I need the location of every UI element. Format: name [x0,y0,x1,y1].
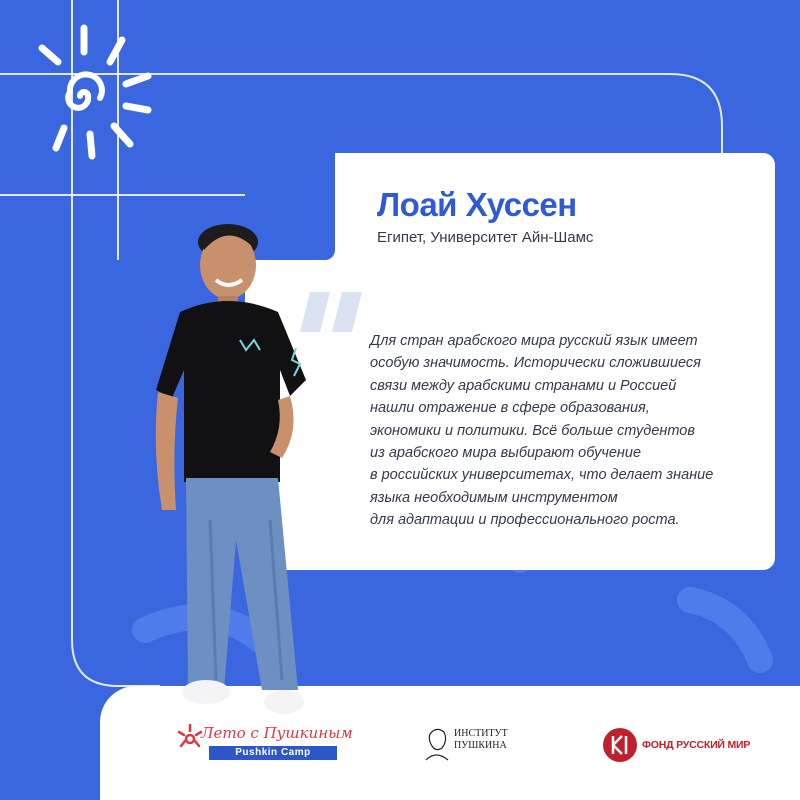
quote-text: Для стран арабского мира русский язык имеет особую значимость. Исторически сложившиеся связи между арабскими странами и Россией нашли отражение в сфере образования, экономики и политики. Всё больше студентов из арабского мира выбирают обучение в российских университетах, что делает знание языка необходимым инструментом для адаптации и профессионального роста. [370,333,714,529]
sun-icon [22,18,172,168]
pushkin-portrait-icon [422,726,452,764]
pushkin-camp-logo [175,722,353,764]
pushkin-institute-logo [420,722,510,766]
fund-emblem-icon [602,727,638,763]
person-name: Лоай Хуссен [377,186,577,223]
russky-mir-fund-logo [602,727,751,763]
institute-text: ИНСТИТУТ ПУШКИНА [454,728,508,751]
person-affiliation: Египет, Университет Айн-Шамс [377,229,594,246]
person-photo [150,220,320,725]
camp-script-text: Лето с Пушкиным [201,724,353,742]
fund-text: ФОНД РУССКИЙ МИР [642,739,751,751]
camp-bar-text: Pushkin Camp [209,746,337,760]
